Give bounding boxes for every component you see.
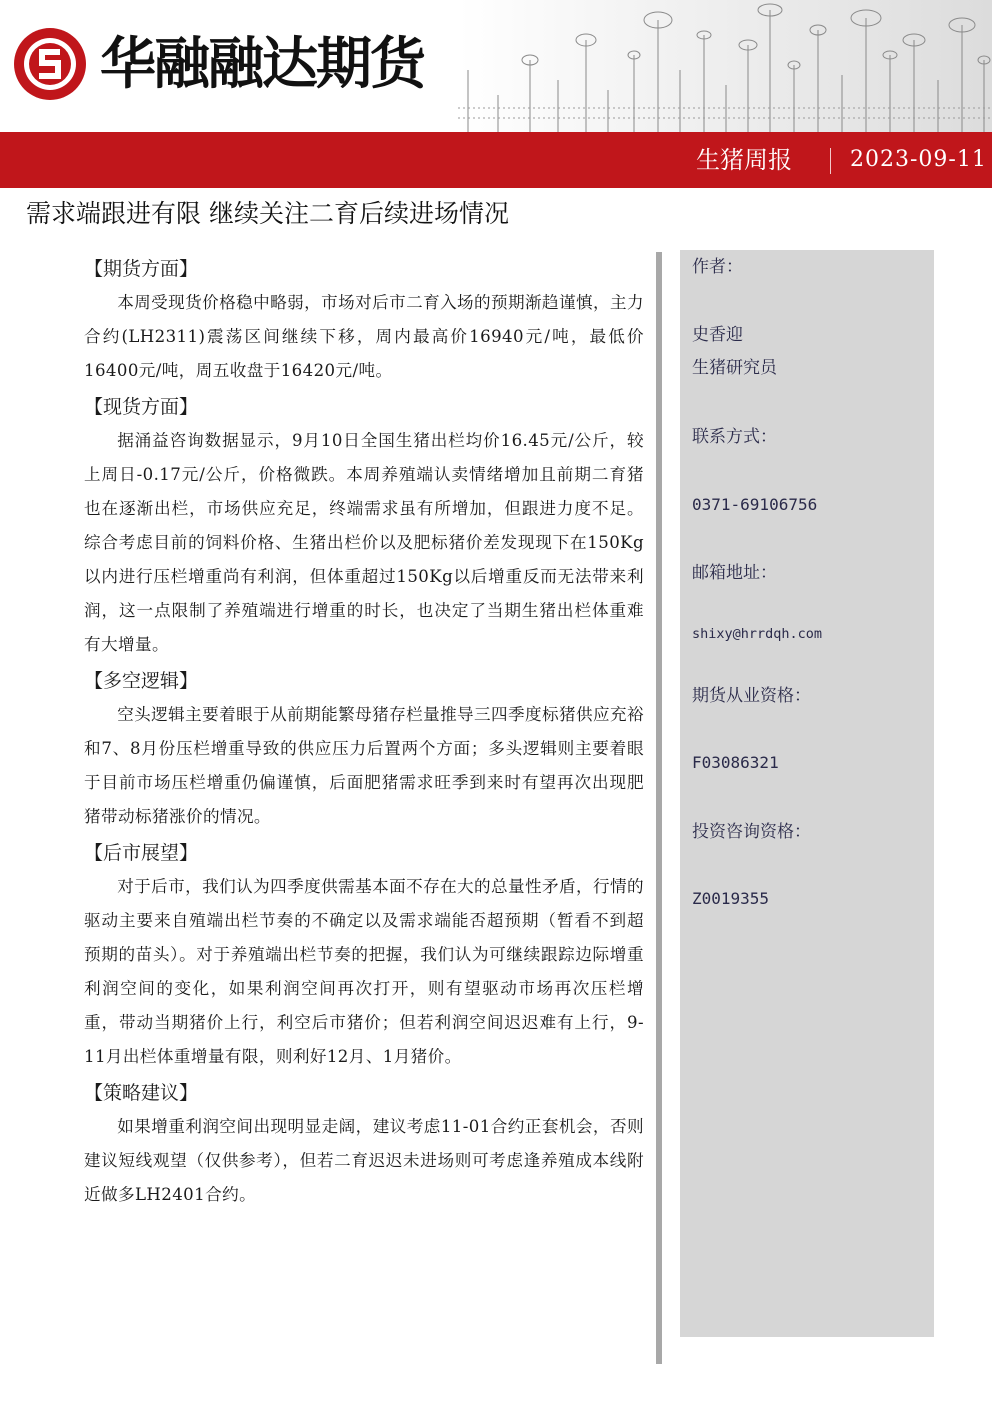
section-heading: 【策略建议】 [84,1082,199,1104]
author-role: 生猪研究员 [692,358,777,378]
column-divider [656,252,662,1364]
brand-name: 华融融达期货 [100,32,424,97]
section-futures [84,254,644,388]
report-title: 需求端跟进有限 继续关注二育后续进场情况 [26,199,509,228]
report-body [84,254,644,1216]
section-heading: 【多空逻辑】 [84,670,199,692]
section-heading: 【现货方面】 [84,396,199,418]
company-logo-icon [12,26,88,102]
section-spot [84,392,644,662]
author-label: 作者： [692,257,743,277]
section-outlook [84,838,644,1074]
futures-qualification-number: F03086321 [692,753,779,772]
section-paragraph: 据涌益咨询数据显示，9月10日全国生猪出栏均价16.45元/公斤，较上周日-0.17元/公斤，价格微跌。本周养殖端认卖情绪增加且前期二育猪也在逐渐出栏，市场供应充足，终端需求虽有所增加，但跟进力度不足。综合考虑目前的饲料价格、生猪出栏价以及肥标猪价差发现现下在150Kg以内进行压栏增重尚有利润，但体重超过150Kg以后增重反而无法带来利润，这一点限制了养殖端进行增重的时长，也决定了当期生猪出栏体重难有大增量。 [84,431,644,654]
section-paragraph: 如果增重利润空间出现明显走阔，建议考虑11-01合约正套机会，否则建议短线观望（仅供参考），但若二育迟迟未进场则可考虑逢养殖成本线附近做多LH2401合约。 [84,1117,644,1204]
header-separator [830,148,831,174]
investment-qualification-label: 投资咨询资格： [692,822,811,842]
contact-label: 联系方式： [692,427,777,447]
section-strategy [84,1078,644,1212]
section-paragraph: 对于后市，我们认为四季度供需基本面不存在大的总量性矛盾，行情的驱动主要来自殖端出栏节奏的不确定以及需求端能否超预期（暂看不到超预期的苗头）。对于养殖端出栏节奏的把握，我们认为可继续跟踪边际增重利润空间的变化，如果利润空间再次打开，则有望驱动市场再次压栏增重，带动当期猪价上行，利空后市猪价；但若利润空间迟迟难有上行，9-11月出栏体重增量有限，则利好12月、1月猪价。 [84,877,644,1066]
section-heading: 【后市展望】 [84,842,199,864]
author-sidebar [680,250,934,1337]
header-decoration [458,0,992,132]
report-date: 2023-09-11 [850,147,987,172]
futures-qualification-label: 期货从业资格： [692,686,811,706]
header-band [0,132,992,188]
phone-number: 0371-69106756 [692,495,818,514]
section-paragraph: 本周受现货价格稳中略弱，市场对后市二育入场的预期渐趋谨慎，主力合约(LH2311)震荡区间继续下移，周内最高价16940元/吨，最低价16400元/吨，周五收盘于16420元/吨。 [84,293,644,380]
section-logic [84,666,644,834]
section-paragraph: 空头逻辑主要着眼于从前期能繁母猪存栏量推导三四季度标猪供应充裕和7、8月份压栏增重导致的供应压力后置两个方面；多头逻辑则主要着眼于目前市场压栏增重仍偏谨慎，后面肥猪需求旺季到来时有望再次出现肥猪带动标猪涨价的情况。 [84,705,644,826]
section-heading: 【期货方面】 [84,258,199,280]
report-type: 生猪周报 [696,146,792,174]
author-name: 史香迎 [692,325,743,345]
investment-qualification-number: Z0019355 [692,889,770,908]
email-address[interactable]: shixy@hrrdqh.com [692,626,823,642]
email-label: 邮箱地址： [692,563,777,583]
